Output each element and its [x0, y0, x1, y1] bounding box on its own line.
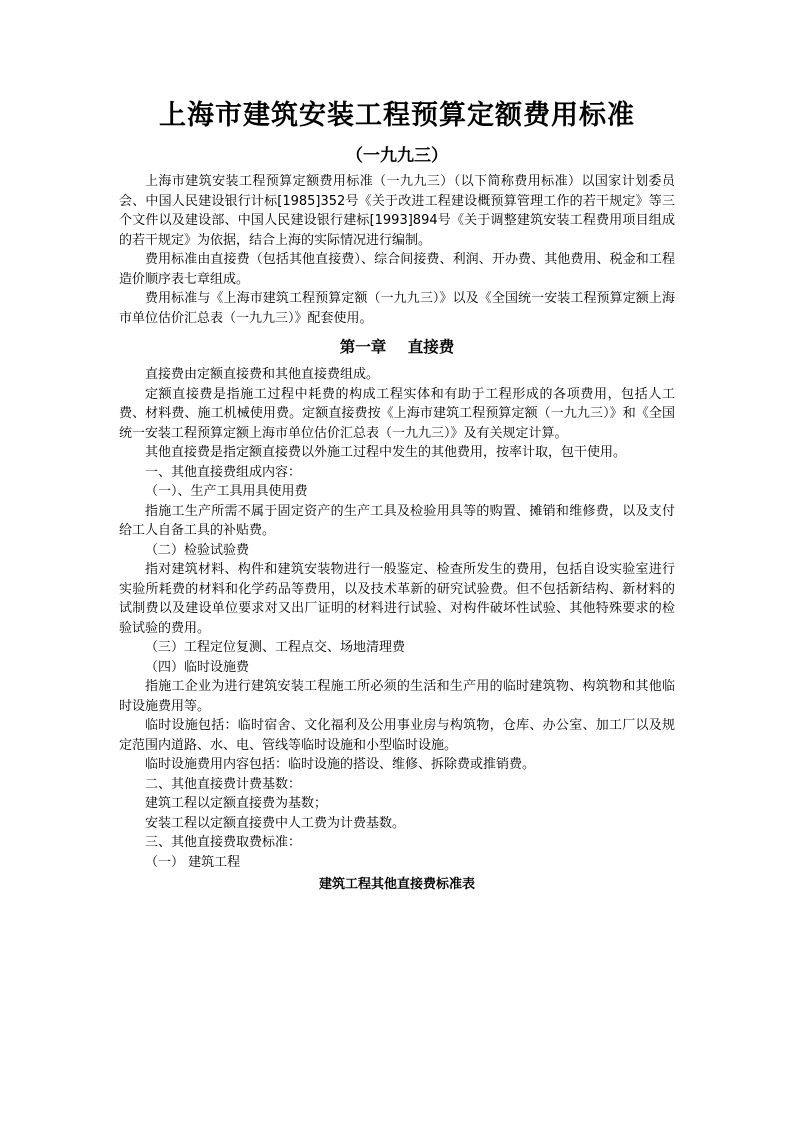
- body-paragraph: 安装工程以定额直接费中人工费为计费基数。: [145, 815, 406, 831]
- body-paragraph: 直接费由定额直接费和其他直接费组成。: [145, 367, 380, 382]
- subsection-heading: （一） 建筑工程: [145, 854, 241, 870]
- subsection-heading: （二）检验试验费: [145, 542, 250, 558]
- chapter-heading: 第一章 直接费: [339, 337, 455, 356]
- subsection-heading: （三）工程定位复测、工程点交、场地清理费: [145, 640, 406, 655]
- intro-paragraph: 费用标准由直接费（包括其他直接费）、综合间接费、利润、开办费、其他费用、税金和工程造价顺序表七章组成。: [119, 252, 675, 287]
- table-caption: 建筑工程其他直接费标准表: [318, 877, 475, 892]
- section-heading: 一、其他直接费组成内容：: [145, 464, 302, 480]
- document-title: 上海市建筑安装工程预算定额费用标准: [159, 100, 635, 131]
- body-paragraph: 其他直接费是指定额直接费以外施工过程中发生的其他费用，按率计取，包干使用。: [145, 445, 627, 460]
- body-paragraph: 指施工企业为进行建筑安装工程施工所必须的生活和生产用的临时建筑物、构筑物和其他临时设施费用等。: [119, 679, 675, 714]
- body-paragraph: 临时设施包括：临时宿舍、文化福利及公用事业房与构筑物，仓库、办公室、加工厂以及规定范围内道路、水、电、管线等临时设施和小型临时设施。: [119, 718, 675, 753]
- body-paragraph: 指施工生产所需不属于固定资产的生产工具及检验用具等的购置、摊销和维修费，以及支付给工人自备工具的补贴费。: [119, 503, 675, 538]
- section-heading: 二、其他直接费计费基数：: [145, 776, 302, 792]
- document-page: [119, 96, 675, 895]
- body-paragraph: 定额直接费是指施工过程中耗费的构成工程实体和有助于工程形成的各项费用，包括人工费、材料费、施工机械使用费。定额直接费按《上海市建筑工程预算定额（一九九三）》和《全国统一安装工程预算定额上海市单位估价汇总表（一九九三）》及有关规定计算。: [119, 386, 675, 441]
- subsection-heading: （四）临时设施费: [145, 659, 250, 675]
- intro-paragraph: 费用标准与《上海市建筑工程预算定额（一九九三）》以及《全国统一安装工程预算定额上海市单位估价汇总表（一九九三）》配套使用。: [119, 291, 675, 326]
- body-paragraph: 建筑工程以定额直接费为基数；: [145, 796, 328, 811]
- section-heading: 三、其他直接费取费标准：: [145, 835, 302, 850]
- body-paragraph: 临时设施费用内容包括：临时设施的搭设、维修、拆除费或推销费。: [145, 757, 536, 772]
- document-subtitle: （一九九三）: [346, 146, 448, 166]
- intro-paragraph: 上海市建筑安装工程预算定额费用标准（一九九三）（以下简称费用标准）以国家计划委员会、中国人民建设银行计标[1985]352号《关于改进工程建设概预算管理工作的若干规定》等三个文件以及建设部、中国人民建设银行建标[1993]894号《关于调整建筑安装工程费用项目组成的若干规定》为依据，结合上海的实际情况进行编制。: [119, 174, 675, 248]
- body-paragraph: 指对建筑材料、构件和建筑安装物进行一般鉴定、检查所发生的费用，包括自设实验室进行实验所耗费的材料和化学药品等费用，以及技术革新的研究试验费。但不包括新结构、新材料的试制费以及建设单位要求对又出厂证明的材料进行试验、对构件破坏性试验、其他特殊要求的检验试验的费用。: [119, 562, 675, 636]
- subsection-heading: （一）、生产工具用具使用费: [145, 484, 308, 499]
